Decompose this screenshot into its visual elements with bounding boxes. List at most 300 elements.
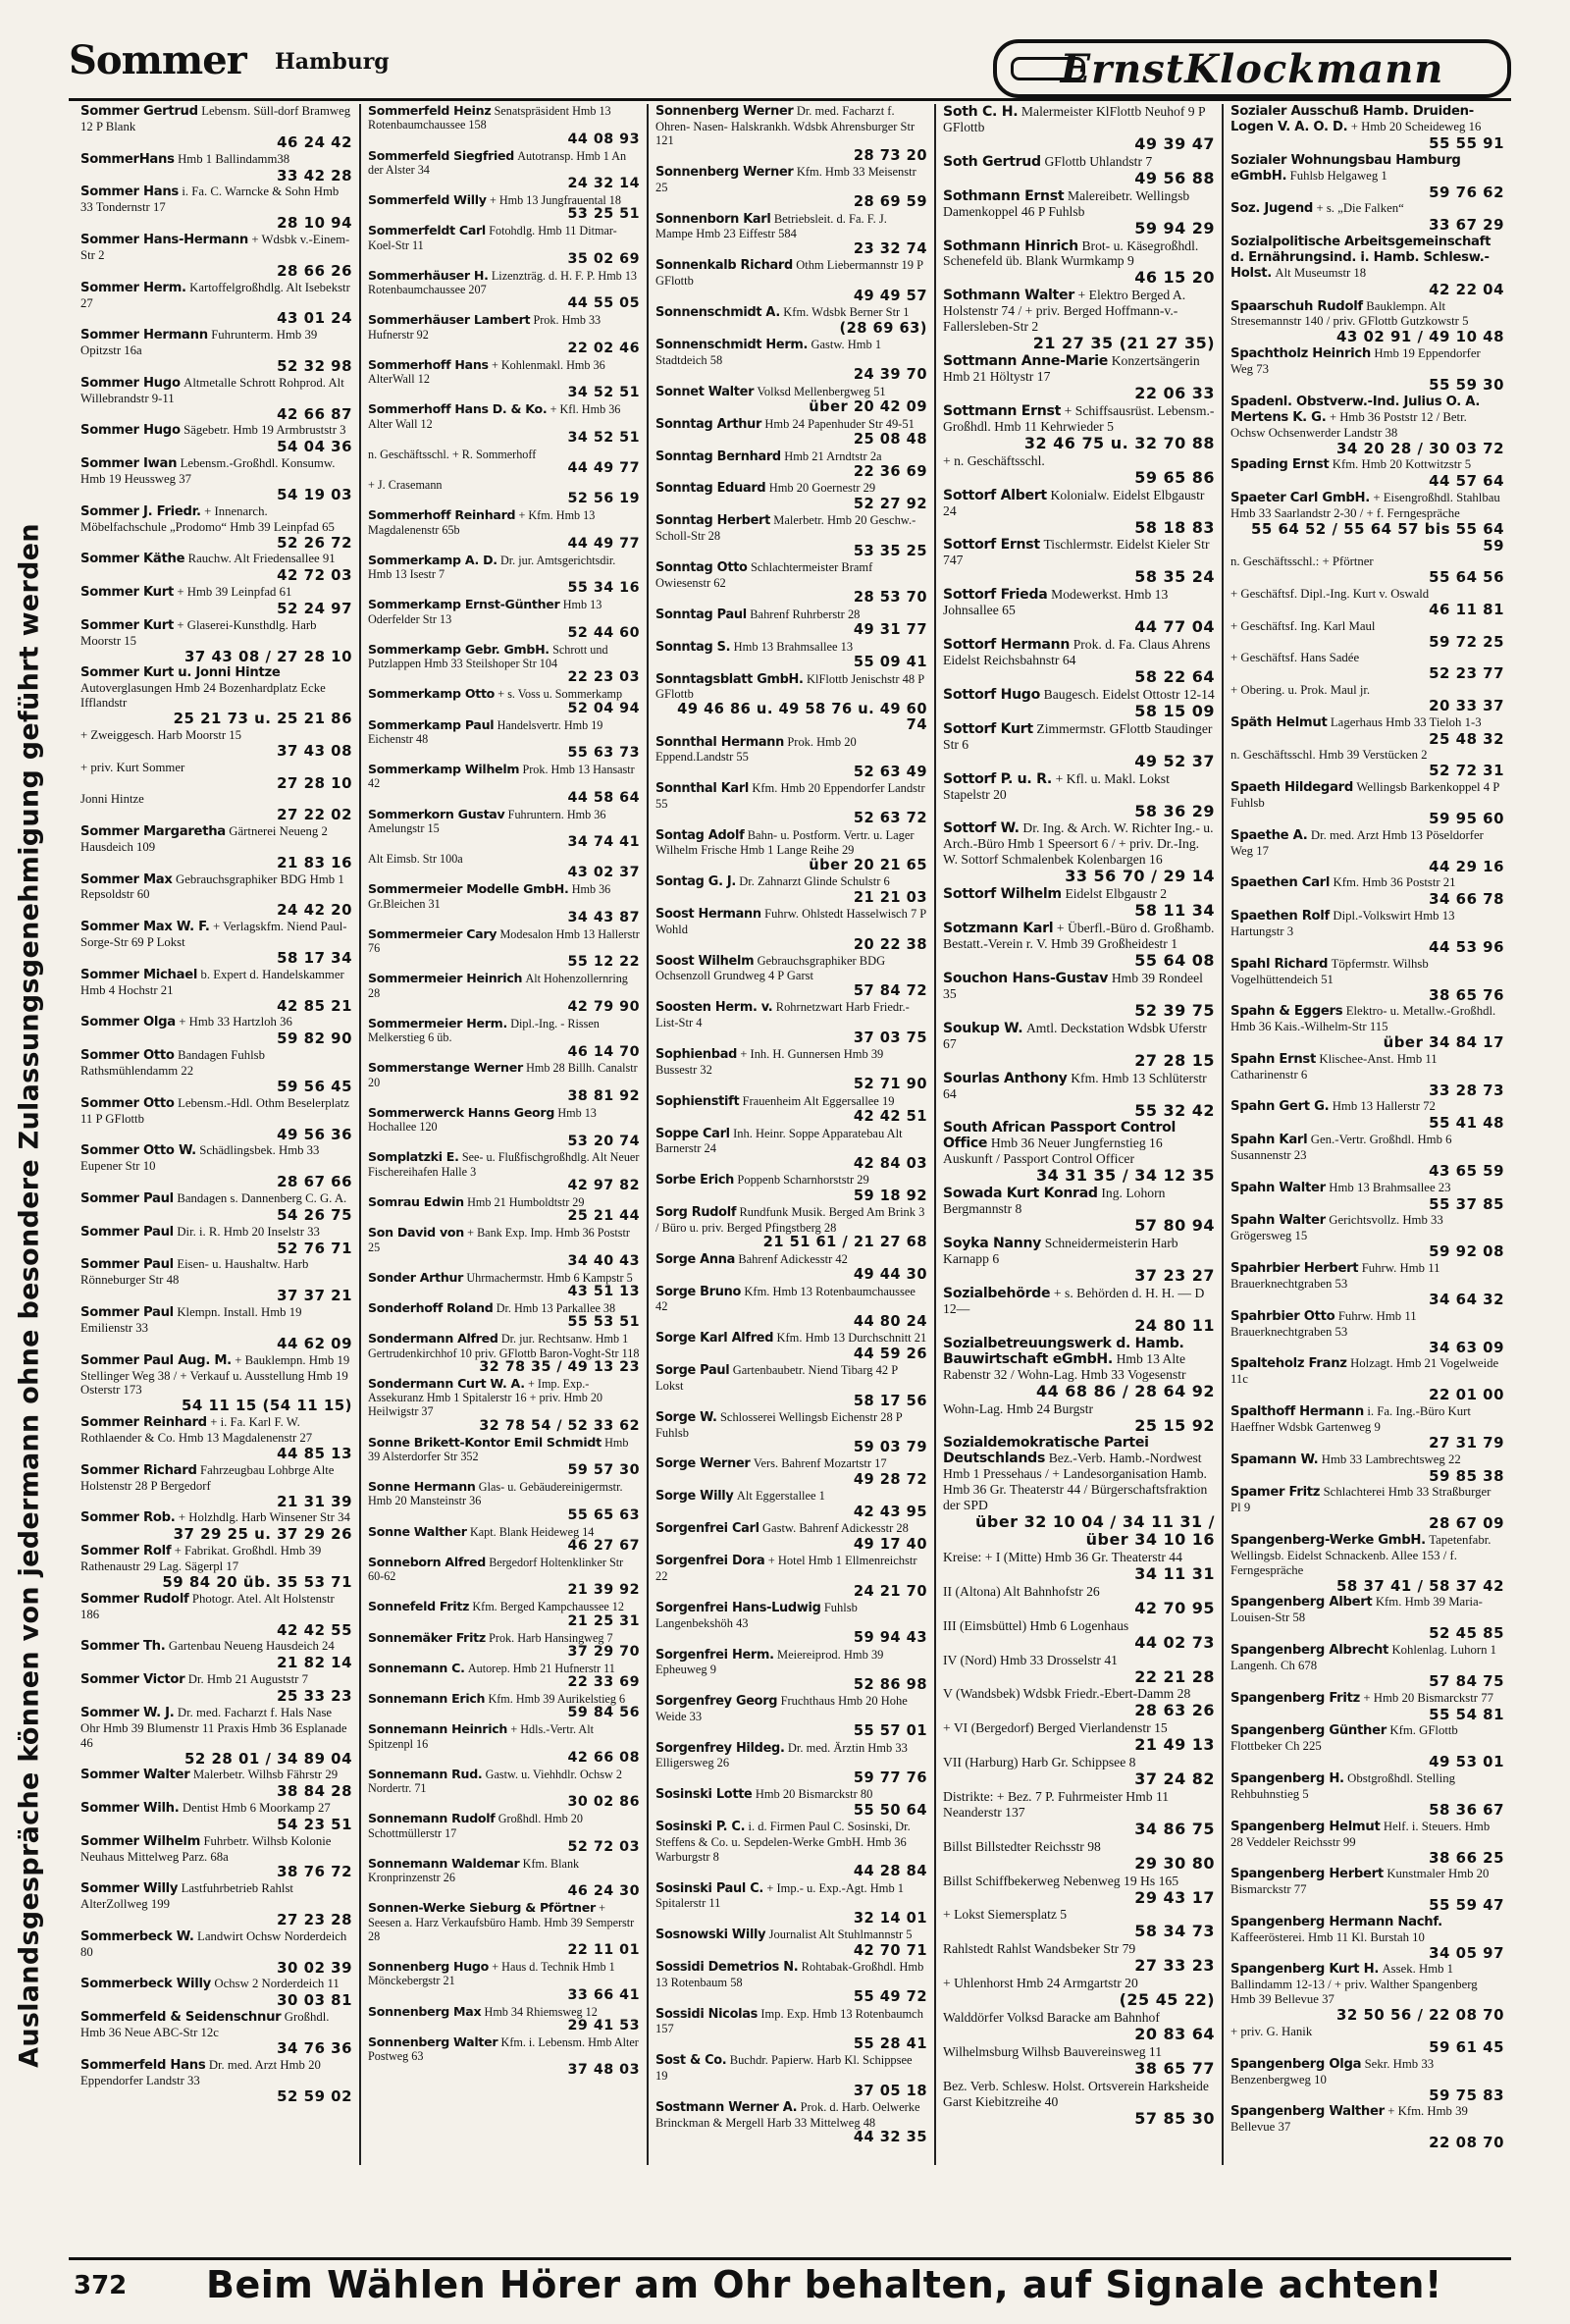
directory-entry (80, 1977, 352, 2009)
directory-entry (655, 165, 927, 211)
directory-entry (368, 1017, 640, 1061)
entry-name: Sottorf Wilhelm (943, 886, 1062, 903)
entry-name: Sommer Rudolf (80, 1591, 189, 1607)
entry-name: Späth Helmut (1230, 714, 1328, 730)
entry-phone: 59 94 43 (853, 1629, 927, 1647)
entry-phone: 25 21 73 u. 25 21 86 (173, 710, 352, 728)
entry-name: Sondermann Curt W. A. (368, 1375, 525, 1391)
entry-phone: 54 11 15 (54 11 15) (181, 1397, 352, 1415)
entry-details: + Hmb 36 Poststr 12 / Betr. Ochsw Ochsenwerder Landstr 38 (1230, 409, 1467, 440)
directory-entry (1230, 1309, 1504, 1356)
entry-name: Sorge Paul (655, 1363, 730, 1379)
entry-name: Sonntag Paul (655, 607, 747, 622)
entry-name: Sommerhoff Hans (368, 356, 489, 372)
entry-phone: 55 28 41 (853, 2034, 927, 2052)
directory-entry (80, 792, 352, 823)
entry-details: Rohrnetzwart Harb Friedr.-List-Str 4 (655, 1000, 910, 1030)
directory-entry (655, 1648, 927, 1694)
entry-name: Sommerkamp Paul (368, 716, 495, 732)
directory-entry (1230, 619, 1504, 651)
page-header (69, 37, 1511, 92)
entry-name: Soth Gertrud (943, 153, 1041, 170)
entry-details: Dr. med. Arzt Hmb 20 Eppendorfer Landstr 33 (80, 2057, 321, 2087)
entry-details: Modesalon Hmb 13 Hallerstr 76 (368, 926, 640, 956)
entry-details: Dr. med. Facharzt f. Ohren- Nasen- Halskrankh. Wdsbk Ahrensburger Str 121 (655, 104, 916, 148)
entry-name: Sorge Werner (655, 1456, 751, 1472)
entry-name: Sophienstift (655, 1093, 740, 1109)
entry-details: Kfm. Hmb 13 Rotenbaumchaussee 42 (655, 1284, 916, 1314)
directory-column (74, 104, 361, 2165)
directory-entry (655, 1489, 927, 1520)
entry-phone: 52 71 90 (853, 1076, 927, 1093)
entry-name: Sommer Wilh. (80, 1800, 180, 1816)
entry-name: Sommermeier Herm. (368, 1015, 507, 1030)
entry-phone: 46 24 42 (277, 132, 352, 151)
entry-name: Spamer Fritz (1230, 1485, 1321, 1501)
entry-phone: 55 59 47 (1429, 1896, 1504, 1915)
entry-details: Kfm. Hmb 36 Poststr 21 (1333, 875, 1456, 890)
entry-details: Othm Liebermannstr 19 P GFlottb (655, 258, 923, 289)
entry-phone: 37 29 25 u. 37 29 26 (173, 1525, 352, 1544)
entry-details: Prok. Harb Hansingweg 7 (489, 1630, 613, 1645)
directory-entry (368, 224, 640, 268)
entry-phone: 52 56 19 (567, 491, 640, 507)
entry-name: Sottorf Ernst (943, 537, 1040, 554)
directory-entry (80, 1463, 352, 1510)
entry-details: Prok. Hmb 13 Hansastr 42 (368, 763, 635, 791)
entry-name: Sozialbetreuungswerk d. Hamb. Bauwirtschaft eGmbH. (943, 1335, 1184, 1367)
directory-entry (1230, 875, 1504, 908)
entry-details: Hmb 20 Bismarckstr 80 (755, 1787, 873, 1802)
entry-phone: 34 74 41 (567, 834, 640, 851)
directory-entry (368, 1377, 640, 1435)
directory-entry (655, 1521, 927, 1553)
directory-entry (80, 1415, 352, 1462)
entry-name: Sowada Kurt Konrad (943, 1186, 1098, 1202)
directory-entry (655, 1741, 927, 1787)
directory-column (936, 104, 1224, 2165)
directory-entry (368, 508, 640, 553)
entry-details: + J. Crasemann (368, 478, 443, 493)
entry-phone: 52 39 75 (1134, 1000, 1215, 1020)
entry-details: Bahrenf Ruhrberstr 28 (750, 607, 861, 621)
entry-phone: 49 56 36 (277, 1125, 352, 1143)
entry-phone: 28 66 26 (277, 261, 352, 280)
entry-phone: 44 68 86 / 28 64 92 (1035, 1381, 1215, 1400)
entry-name: Soost Hermann (655, 907, 761, 923)
entry-details: + Geschäftsf. Ing. Karl Maul (1230, 618, 1376, 633)
directory-column (649, 104, 936, 2165)
entry-details: Betriebsleit. d. Fa. F. J. Mampe Hmb 23 Eiffestr 584 (655, 211, 887, 241)
entry-details: Brot- u. Käsegroßhdl. Schenefeld üb. Blank Wurmkamp 9 (943, 238, 1199, 269)
entry-name: Sommerstange Werner (368, 1060, 523, 1076)
entry-phone: 49 56 88 (1134, 168, 1215, 187)
entry-name: Spangenberg Albert (1230, 1595, 1373, 1611)
directory-entry (1230, 1962, 1504, 2024)
entry-phone: 42 70 71 (853, 1941, 927, 1959)
directory-entry (368, 763, 640, 807)
directory-entry (368, 1960, 640, 2004)
entry-details: Klischee-Anst. Hmb 11 Catharinenstr 6 (1230, 1051, 1438, 1082)
entry-phone: 37 48 03 (567, 2062, 640, 2079)
entry-details: Gen.-Vertr. Großhdl. Hmb 6 Susannenstr 23 (1230, 1133, 1452, 1163)
entry-details: Schädlingsbek. Hmb 33 Eupener Str 10 (80, 1143, 320, 1174)
entry-details: n. Geschäftsschl. Hmb 39 Verstücken 2 (1230, 748, 1428, 763)
directory-entry (1230, 828, 1504, 875)
directory-entry (943, 1720, 1215, 1754)
entry-phone: 35 02 69 (567, 250, 640, 267)
entry-phone: 55 59 30 (1429, 376, 1504, 395)
entry-details: Malerbetr. Wilhsb Fährstr 29 (192, 1768, 339, 1782)
entry-details: Dipl.-Volkswirt Hmb 13 Hartungstr 3 (1230, 908, 1455, 938)
entry-details: Volksd Mellenbergweg 51 (757, 384, 886, 398)
entry-details: Dr. med. Ärztin Hmb 33 Elligersweg 26 (655, 1740, 908, 1770)
entry-phone: 58 37 41 / 58 37 42 (1335, 1576, 1504, 1595)
entry-details: + Hmb 33 Hartzloh 36 (179, 1015, 292, 1030)
entry-phone: 34 76 36 (277, 2039, 352, 2058)
directory-entry (368, 1901, 640, 1959)
entry-details: Amtl. Deckstation Wdsbk Uferstr 67 (943, 1020, 1207, 1051)
entry-phone: 59 92 08 (1429, 1242, 1504, 1261)
entry-phone: 24 42 20 (277, 901, 352, 920)
entry-name: Sossidi Demetrios N. (655, 1960, 799, 1976)
entry-phone: 58 35 24 (1134, 567, 1215, 587)
directory-entry (655, 672, 927, 734)
entry-details: Inh. Heinr. Soppe Apparatebau Alt Barnerstr 24 (655, 1126, 903, 1156)
directory-entry (80, 1592, 352, 1639)
entry-details: Fuhrunterm. Hmb 39 Opitzstr 16a (80, 328, 318, 358)
entry-phone: 42 42 55 (277, 1620, 352, 1639)
directory-entry (943, 1755, 1215, 1788)
entry-name: Spahn Gert G. (1230, 1099, 1330, 1115)
entry-name: Soppe Carl (655, 1126, 730, 1141)
directory-entry (943, 1874, 1215, 1907)
entry-phone: 42 72 03 (277, 566, 352, 585)
entry-phone: 30 02 39 (277, 1958, 352, 1977)
entry-phone: 23 32 74 (853, 240, 927, 258)
entry-details: Modewerkst. Hmb 13 Johnsallee 65 (943, 587, 1169, 618)
entry-details: Holzagt. Hmb 21 Vogelweide 11c (1230, 1356, 1499, 1387)
directory-entry (943, 1336, 1215, 1400)
directory-entry (1230, 1356, 1504, 1403)
entry-details: Tapetenfabr. Wellingsb. Eidelst Schnackenb. Allee 153 / f. Ferngespräche (1230, 1532, 1492, 1577)
entry-details: Altmetalle Schrott Rohprod. Alt Willebrandstr 9-11 (80, 375, 344, 405)
directory-entry (655, 338, 927, 384)
entry-details: Gastw. Hmb 1 Stadtdeich 58 (655, 337, 882, 367)
entry-name: Sommerbeck Willy (80, 1977, 211, 1992)
entry-phone: 29 30 80 (1134, 1853, 1215, 1873)
entry-phone: 38 65 76 (1429, 985, 1504, 1004)
entry-phone: 27 28 15 (1134, 1050, 1215, 1070)
entry-details: Großhdl. Hmb 36 Neue ABC-Str 12c (80, 2010, 330, 2040)
directory-entry (655, 1331, 927, 1362)
entry-phone: 59 76 62 (1429, 183, 1504, 201)
entry-name: Sommer Hugo (80, 423, 181, 439)
entry-details: Obstgroßhdl. Stelling Rehbuhnstieg 5 (1230, 1770, 1455, 1801)
directory-entry (80, 920, 352, 967)
entry-details: Eidelst Elbgaustr 2 (1065, 886, 1168, 902)
directory-entry (368, 358, 640, 402)
entry-details: Wellingsb Barkenkoppel 4 P Fuhlsb (1230, 780, 1499, 810)
entry-phone: 55 54 81 (1429, 1705, 1504, 1723)
entry-details: + s. Behörden d. H. H. — D 12— (943, 1285, 1205, 1316)
entry-phone: 21 21 03 (853, 888, 927, 906)
entry-name: Sommer J. Friedr. (80, 503, 201, 519)
entry-details: Malermeister KlFlottb Neuhof 9 P GFlottb (943, 104, 1206, 134)
entry-phone: 58 15 09 (1134, 701, 1215, 720)
entry-phone: 49 39 47 (1134, 133, 1215, 153)
entry-details: Senatspräsident Hmb 13 Rotenbaumchaussee 158 (368, 104, 611, 132)
entry-phone: 44 55 05 (567, 295, 640, 312)
directory-entry (80, 1305, 352, 1352)
entry-details: Helf. i. Steuers. Hmb 28 Veddeler Reichsstr 99 (1230, 1819, 1491, 1849)
directory-entry (655, 513, 927, 559)
entry-name: Sommer Gertrud (80, 104, 198, 119)
entry-name: Spangenberg H. (1230, 1770, 1344, 1786)
entry-name: Sommerkamp Wilhelm (368, 762, 520, 777)
entry-details: Fuhrw. Ohlstedt Hasselwisch 7 P Wohld (655, 907, 926, 936)
entry-phone: 52 32 98 (277, 357, 352, 376)
entry-phone: 46 14 70 (567, 1043, 640, 1060)
directory-entry (943, 1839, 1215, 1873)
entry-details: Gartenbaubetr. Niend Tibarg 42 P Lokst (655, 1363, 898, 1393)
entry-phone: 44 59 26 (853, 1345, 927, 1362)
entry-details: Schneidermeisterin Harb Karnapp 6 (943, 1236, 1178, 1267)
directory-entry (368, 972, 640, 1016)
entry-details: See- u. Flußfischgroßhdlg. Alt Neuer Fischereihafen Halle 3 (368, 1150, 640, 1179)
entry-name: Sottorf Albert (943, 487, 1047, 503)
entry-name: Sonntag S. (655, 639, 731, 655)
entry-details: Hmb 20 Goernestr 29 (768, 481, 876, 496)
entry-phone: 27 23 28 (277, 1911, 352, 1929)
entry-name: Soth C. H. (943, 104, 1019, 120)
entry-name: Sorge Karl Alfred (655, 1331, 774, 1347)
directory-entry (368, 598, 640, 642)
entry-details: II (Altona) Alt Bahnhofstr 26 (943, 1583, 1100, 1599)
entry-details: + Uhlenhorst Hmb 24 Armgartstr 20 (943, 1976, 1138, 1991)
entry-details: Kfm. GFlottb Flottbeker Ch 225 (1230, 1723, 1458, 1754)
entry-name: Sommer Paul Aug. M. (80, 1352, 232, 1368)
entry-name: Spangenberg Albrecht (1230, 1643, 1389, 1659)
entry-phone: 49 46 86 u. 49 58 76 u. 49 60 74 (677, 700, 927, 734)
entry-name: Sonntag Bernhard (655, 449, 781, 464)
entry-name: Sommerkamp Gebr. GmbH. (368, 641, 550, 657)
directory-entry (655, 607, 927, 639)
directory-entry (80, 104, 352, 151)
entry-name: Sonntag Arthur (655, 416, 762, 432)
entry-details: Gebrauchsgraphiker BDG Ochsenzoll Grundweg 4 P Garst (655, 953, 886, 983)
entry-phone: 46 24 30 (567, 1883, 640, 1900)
entry-details: Fahrzeugbau Lohbrge Alte Holstenstr 28 P Bergedorf (80, 1462, 335, 1493)
entry-details: Hmb 21 Humboldtstr 29 (467, 1195, 585, 1209)
entry-details: + Inh. H. Gunnersen Hmb 39 Bussestr 32 (655, 1047, 884, 1077)
entry-phone: 33 28 73 (1429, 1081, 1504, 1099)
directory-entry (943, 587, 1215, 636)
entry-details: Fuhrbetr. Wilhsb Kolonie Neuhaus Mittelweg Parz. 68a (80, 1833, 332, 1864)
entry-details: Meiereiprod. Hmb 39 Epheuweg 9 (655, 1647, 884, 1677)
entry-name: Spahrbier Herbert (1230, 1261, 1359, 1277)
entry-phone: 44 80 24 (853, 1312, 927, 1330)
entry-details: Fuhlsb Langenbekshöh 43 (655, 1600, 858, 1630)
entry-name: Souchon Hans-Gustav (943, 970, 1109, 986)
entry-phone: 52 72 03 (567, 1838, 640, 1855)
entry-phone: 43 02 91 / 49 10 48 (1335, 328, 1504, 346)
entry-phone: 58 34 73 (1134, 1922, 1215, 1941)
entry-name: Sonnthal Hermann (655, 734, 785, 750)
directory-entry (655, 305, 927, 337)
entry-phone: 34 52 51 (567, 429, 640, 446)
directory-entry (368, 1857, 640, 1901)
entry-phone: 43 65 59 (1429, 1162, 1504, 1181)
entry-details: + Imp.- u. Exp.-Agt. Hmb 1 Spitalerstr 11 (655, 1880, 905, 1911)
entry-details: Fotohdlg. Hmb 11 Ditmar-Koel-Str 11 (368, 224, 617, 252)
entry-name: Sonntag Eduard (655, 481, 766, 497)
entry-details: Kfm. Hmb 39 Aurikelstieg 6 (488, 1692, 626, 1707)
entry-phone: 44 77 04 (1134, 617, 1215, 637)
directory-entry (1230, 2057, 1504, 2104)
directory-entry (655, 1094, 927, 1126)
entry-details: Hmb 28 Billh. Canalstr 20 (368, 1061, 638, 1089)
directory-entry (943, 188, 1215, 238)
entry-name: Sonnthal Karl (655, 781, 750, 797)
directory-entry (655, 2053, 927, 2099)
entry-name: Sorge Bruno (655, 1284, 742, 1299)
directory-entry (1230, 1052, 1504, 1099)
entry-details: KlFlottb Jenischstr 48 P GFlottb (655, 671, 924, 702)
entry-details: Bez.-Verb. Hamb.-Nordwest Hmb 1 Pressehaus / + Landesorganisation Hamb. Hmb 36 Gr. Theaterstr 44 / Bürgerschaftsfraktion der SPD (943, 1451, 1208, 1513)
entry-name: Sorgenfrey Georg (655, 1694, 778, 1710)
entry-phone: 42 84 03 (853, 1154, 927, 1172)
directory-entry (655, 1787, 927, 1819)
entry-name: Sommerkamp Otto (368, 686, 496, 702)
footer-slogan: Beim Wählen Hörer am Ohr behalten, auf Signale achten! (206, 2263, 1442, 2306)
entry-phone: 52 63 72 (853, 810, 927, 827)
entry-details: Rahlstedt Rahlst Wandsbeker Str 79 (943, 1941, 1136, 1957)
entry-phone: 42 42 51 (853, 1108, 927, 1126)
entry-details: Lebensm. Süll-dorf Bramweg 12 P Blank (80, 104, 351, 133)
entry-name: Sonnenberg Walter (368, 2034, 498, 2049)
entry-details: Malereibetr. Wellingsb Damenkoppel 46 P Fuhlsb (943, 187, 1190, 219)
entry-details: Autoverglasungen Hmb 24 Bozenhardplatz Ecke Ifflandstr (80, 681, 326, 711)
entry-details: Lastfuhrbetrieb Rahlst AlterZollweg 199 (80, 1881, 293, 1912)
entry-details: Fruchthaus Hmb 20 Hohe Weide 33 (655, 1694, 908, 1723)
entry-phone: 22 02 46 (567, 340, 640, 356)
directory-entry (80, 1353, 352, 1415)
entry-name: Sommerwerck Hanns Georg (368, 1104, 555, 1120)
entry-details: + Hdls.-Vertr. Alt Spitzenpl 16 (368, 1722, 594, 1751)
directory-entry (80, 1834, 352, 1881)
entry-name: Sonnemann Heinrich (368, 1721, 508, 1737)
entry-name: Sostmann Werner A. (655, 2099, 798, 2115)
entry-name: Sommerfeldt Carl (368, 223, 486, 238)
directory-entry (655, 1047, 927, 1093)
entry-phone: 52 23 77 (1429, 664, 1504, 683)
entry-phone: 38 76 72 (277, 1863, 352, 1881)
directory-entry (1230, 957, 1504, 1004)
directory-entry (80, 1191, 352, 1224)
entry-name: Sottorf Hugo (943, 686, 1040, 703)
entry-phone: 49 17 40 (853, 1536, 927, 1554)
directory-entry (1230, 1213, 1504, 1260)
directory-entry (368, 104, 640, 148)
entry-phone: 59 65 86 (1134, 467, 1215, 487)
entry-name: Sorge W. (655, 1409, 717, 1425)
entry-name: Sosinski Lotte (655, 1787, 753, 1803)
directory-entry (80, 1929, 352, 1977)
entry-details: Kunstmaler Hmb 20 Bismarckstr 77 (1230, 1867, 1490, 1897)
directory-entry (368, 1226, 640, 1270)
directory-entry (943, 1976, 1215, 2009)
entry-details: Kohlenlag. Luhorn 1 Langenh. Ch 678 (1230, 1643, 1497, 1673)
entry-phone: 42 97 82 (567, 1178, 640, 1194)
entry-details: + Kfl. Hmb 36 Alter Wall 12 (368, 402, 621, 431)
directory-entry (943, 2079, 1215, 2128)
entry-details: Billst Billstedter Reichsstr 98 (943, 1838, 1101, 1854)
entry-phone: 42 43 95 (853, 1504, 927, 1521)
entry-phone: 57 84 75 (1429, 1671, 1504, 1690)
entry-details: Sekr. Hmb 33 Benzenbergweg 10 (1230, 2056, 1435, 2086)
directory-entry (368, 269, 640, 313)
directory-entry (943, 104, 1215, 153)
entry-name: Sonnemann Erich (368, 1691, 486, 1707)
entry-details: Distrikte: + Bez. 7 P. Fuhrmeister Hmb 11 Neanderstr 137 (943, 1788, 1170, 1820)
directory-entry (80, 1096, 352, 1143)
entry-phone: (28 69 63) (839, 319, 927, 337)
entry-details: + Hotel Hmb 1 Ellmenreichstr 22 (655, 1554, 917, 1583)
entry-name: Sommerhoff Reinhard (368, 507, 516, 523)
entry-name: Sonnefeld Fritz (368, 1599, 470, 1614)
entry-details: Hmb 1 Ballindamm38 (178, 151, 290, 166)
entry-name: Spangenberg Olga (1230, 2056, 1362, 2072)
directory-entry (943, 1435, 1215, 1549)
entry-name: Sorgenfrey Hildeg. (655, 1740, 785, 1756)
entry-name: Sozialpolitische Arbeitsgemeinschaft d. Ernährungsind. i. Hamb. Schlesw.-Holst. (1230, 234, 1492, 281)
entry-name: Sonnenkalb Richard (655, 258, 793, 274)
directory-entry (368, 808, 640, 852)
directory-entry (1230, 1485, 1504, 1532)
entry-details: Buchdr. Papierw. Harb Kl. Schippsee 19 (655, 2053, 913, 2083)
entry-name: Spahn Walter (1230, 1180, 1326, 1195)
directory-entry (80, 423, 352, 455)
directory-entry (655, 1554, 927, 1600)
entry-details: + Obering. u. Prok. Maul jr. (1230, 683, 1371, 698)
entry-phone: 46 11 81 (1429, 600, 1504, 618)
entry-name: Sorgenfrei Carl (655, 1521, 759, 1537)
header-rule (69, 98, 1511, 101)
entry-details: Prok. Hmb 33 Hufnerstr 92 (368, 313, 602, 342)
directory-entry (80, 1257, 352, 1304)
entry-phone: 34 20 28 / 30 03 72 (1335, 439, 1504, 457)
entry-phone: 21 31 39 (277, 1492, 352, 1510)
entry-details: + s. „Die Falken“ (1316, 201, 1404, 216)
entry-name: Sonneborn Alfred (368, 1554, 486, 1569)
entry-name: Sommer Otto (80, 1048, 175, 1064)
entry-name: Sottorf W. (943, 820, 1020, 837)
entry-phone: 49 31 77 (853, 621, 927, 639)
entry-details: Kapt. Blank Heideweg 14 (469, 1524, 595, 1539)
entry-name: Somrau Edwin (368, 1194, 464, 1209)
directory-entry (943, 1120, 1215, 1185)
directory-entry (1230, 587, 1504, 618)
entry-details: Alt Eimsb. Str 100a (368, 852, 463, 867)
entry-name: Sothmann Hinrich (943, 238, 1078, 254)
directory-entry (655, 385, 927, 416)
entry-details: Dipl.-Ing. - Rissen Melkerstieg 6 üb. (368, 1016, 600, 1045)
directory-entry (943, 1789, 1215, 1838)
header-name: Sommer (69, 37, 246, 83)
entry-phone: 28 73 20 (853, 146, 927, 164)
entry-name: Spalthoff Hermann (1230, 1403, 1364, 1419)
